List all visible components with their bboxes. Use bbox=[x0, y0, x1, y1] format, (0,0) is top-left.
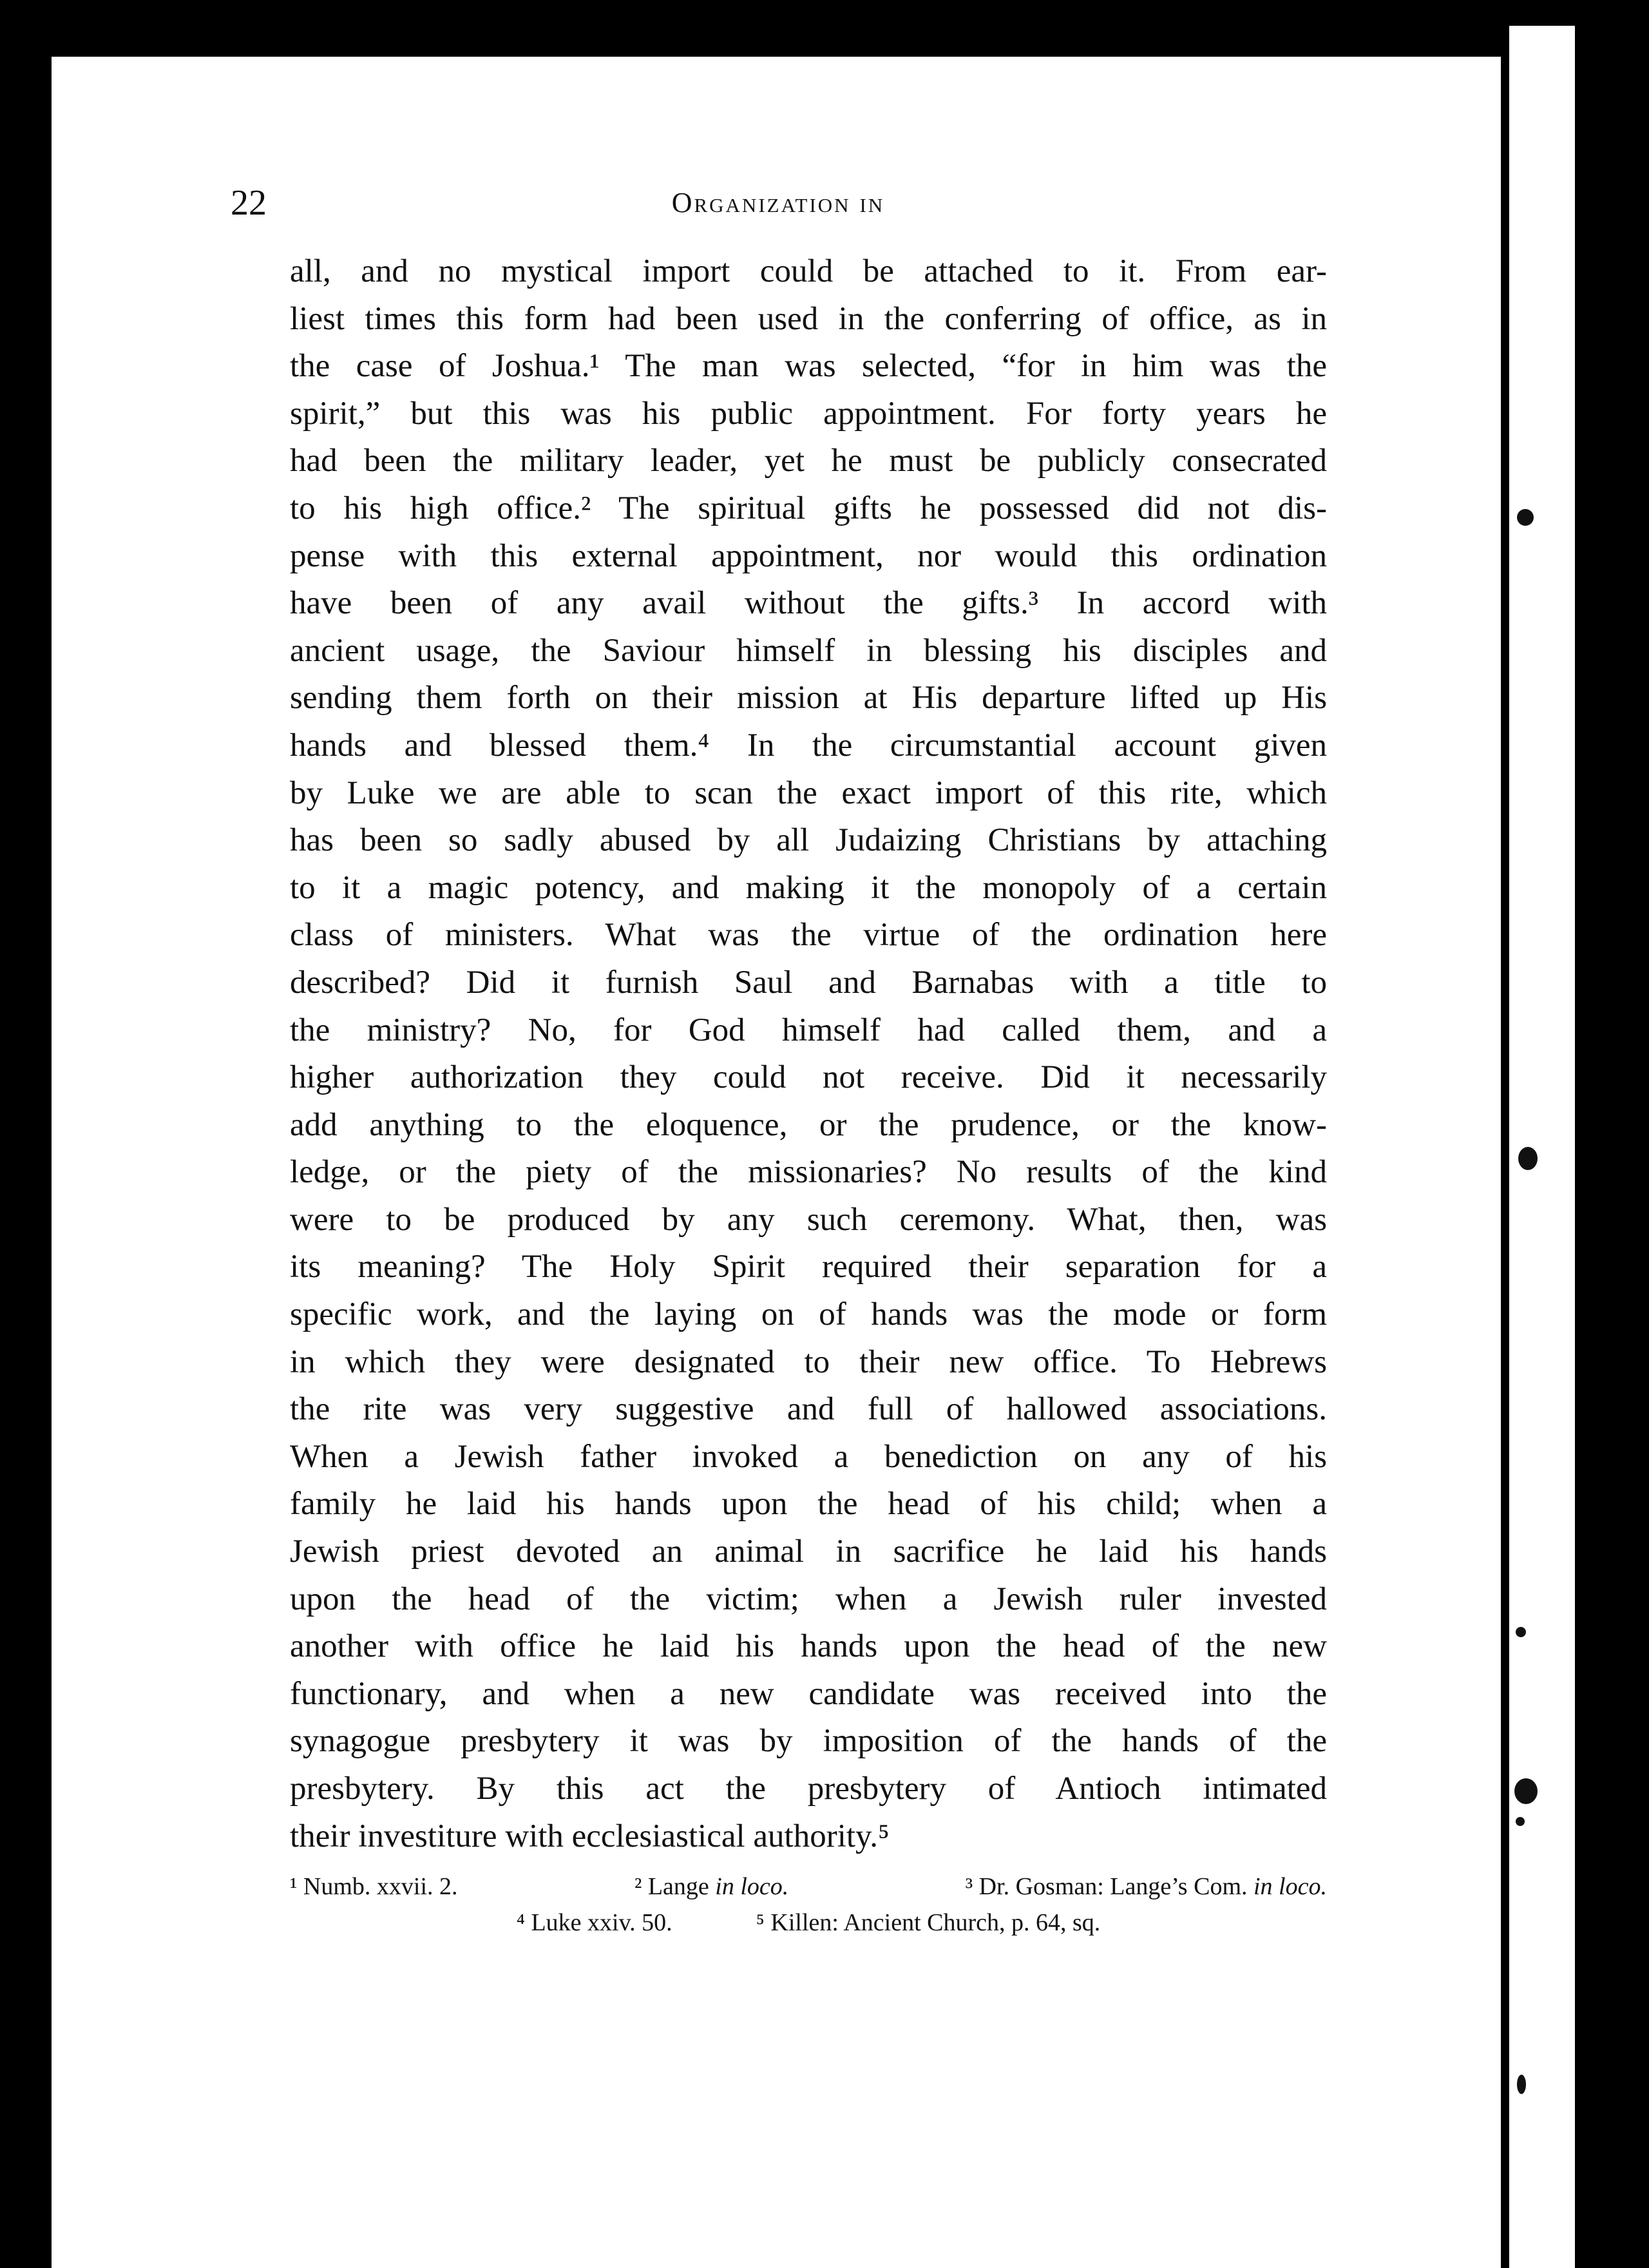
footnote-text: Numb. xxvii. 2. bbox=[303, 1873, 458, 1900]
text-line: Jewish priest devoted an animal in sacrifice he laid his hands bbox=[290, 1533, 1327, 1570]
text-line: to his high office.² The spiritual gifts he possessed did not dis- bbox=[290, 490, 1327, 526]
text-line: sending them forth on their mission at His departure lifted up His bbox=[290, 680, 1327, 716]
page-number: 22 bbox=[231, 183, 267, 223]
footnote-mark: ⁵ bbox=[756, 1909, 765, 1936]
text-line: spirit,” but this was his public appointment. For forty years he bbox=[290, 395, 1327, 432]
text-line: described? Did it furnish Saul and Barnabas with a title to bbox=[290, 964, 1327, 1001]
text-line: their investiture with ecclesiastical authority.⁵ bbox=[290, 1818, 890, 1854]
text-line: by Luke we are able to scan the exact import of this rite, which bbox=[290, 774, 1327, 811]
footnote-italic: in loco. bbox=[715, 1873, 789, 1900]
footnotes bbox=[290, 1869, 1327, 1941]
text-line: all, and no mystical import could be attached to it. From ear- bbox=[290, 253, 1327, 289]
text-line: its meaning? The Holy Spirit required their separation for a bbox=[290, 1249, 1327, 1285]
text-line: the case of Joshua.¹ The man was selected, “for in him was the bbox=[290, 348, 1327, 385]
text-line: higher authorization they could not receive. Did it necessarily bbox=[290, 1059, 1327, 1096]
text-line: have been of any avail without the gifts.³ In accord with bbox=[290, 585, 1327, 622]
footnote-2 bbox=[634, 1869, 788, 1905]
text-line: presbytery. By this act the presbytery of Antioch intimated bbox=[290, 1771, 1327, 1807]
text-line: upon the head of the victim; when a Jewish ruler invested bbox=[290, 1581, 1327, 1617]
text-line: pense with this external appointment, nor would this ordination bbox=[290, 537, 1327, 574]
footnote-row bbox=[290, 1869, 1327, 1905]
text-line: add anything to the eloquence, or the prudence, or the know- bbox=[290, 1106, 1327, 1143]
footnote-text: Lange bbox=[647, 1873, 709, 1900]
footnote-text: Luke xxiv. 50. bbox=[531, 1909, 672, 1936]
text-line: When a Jewish father invoked a benediction on any of his bbox=[290, 1438, 1327, 1475]
footnote-4 bbox=[517, 1905, 672, 1941]
running-head: Organization in bbox=[671, 187, 885, 218]
text-line: ledge, or the piety of the missionaries? No results of the kind bbox=[290, 1154, 1327, 1191]
page-header bbox=[231, 174, 1326, 232]
footnote-1 bbox=[290, 1869, 458, 1905]
text-line: specific work, and the laying on of hands was the mode or form bbox=[290, 1296, 1327, 1333]
text-line: ancient usage, the Saviour himself in blessing his disciples and bbox=[290, 632, 1327, 669]
body-text bbox=[290, 248, 1327, 1860]
footnote-mark: ² bbox=[634, 1873, 642, 1900]
text-line: in which they were designated to their new office. To Hebrews bbox=[290, 1343, 1327, 1380]
text-line: family he laid his hands upon the head of his child; when a bbox=[290, 1486, 1327, 1523]
scan-speck bbox=[1517, 509, 1534, 526]
text-line: to it a magic potency, and making it the monopoly of a certain bbox=[290, 869, 1327, 906]
text-line: the rite was very suggestive and full of hallowed associations. bbox=[290, 1391, 1327, 1428]
page-edge-line bbox=[1504, 26, 1509, 2268]
footnote-mark: ³ bbox=[965, 1873, 973, 1900]
text-line: synagogue presbytery it was by imposition of the hands of the bbox=[290, 1723, 1327, 1760]
footnote-3 bbox=[966, 1869, 1327, 1905]
footnote-italic: in loco. bbox=[1253, 1873, 1327, 1900]
adjacent-page-edge bbox=[1504, 26, 1575, 2268]
scan-speck bbox=[1517, 2075, 1526, 2094]
footnote-text: Killen: Ancient Church, p. 64, sq. bbox=[770, 1909, 1101, 1936]
text-line: liest times this form had been used in the conferring of office, as in bbox=[290, 300, 1327, 337]
text-line: hands and blessed them.⁴ In the circumstantial account given bbox=[290, 727, 1327, 764]
footnote-mark: ¹ bbox=[290, 1873, 298, 1900]
scan-speck bbox=[1516, 1627, 1526, 1637]
text-line: another with office he laid his hands upon the head of the new bbox=[290, 1628, 1327, 1665]
footnote-mark: ⁴ bbox=[516, 1909, 525, 1936]
text-line: had been the military leader, yet he must be publicly consecrated bbox=[290, 443, 1327, 479]
scan-speck bbox=[1518, 1147, 1538, 1170]
scan-speck bbox=[1514, 1778, 1538, 1804]
text-line: has been so sadly abused by all Judaizing Christians by attaching bbox=[290, 822, 1327, 859]
text-line: class of ministers. What was the virtue of the ordination here bbox=[290, 917, 1327, 954]
text-line: the ministry? No, for God himself had called them, and a bbox=[290, 1012, 1327, 1048]
footnote-text: Dr. Gosman: Lange’s Com. bbox=[978, 1873, 1248, 1900]
footnote-row bbox=[290, 1905, 1327, 1941]
scan-speck bbox=[1516, 1817, 1525, 1826]
text-line: were to be produced by any such ceremony. What, then, was bbox=[290, 1201, 1327, 1238]
text-line: functionary, and when a new candidate was received into the bbox=[290, 1675, 1327, 1712]
footnote-5 bbox=[756, 1905, 1101, 1941]
